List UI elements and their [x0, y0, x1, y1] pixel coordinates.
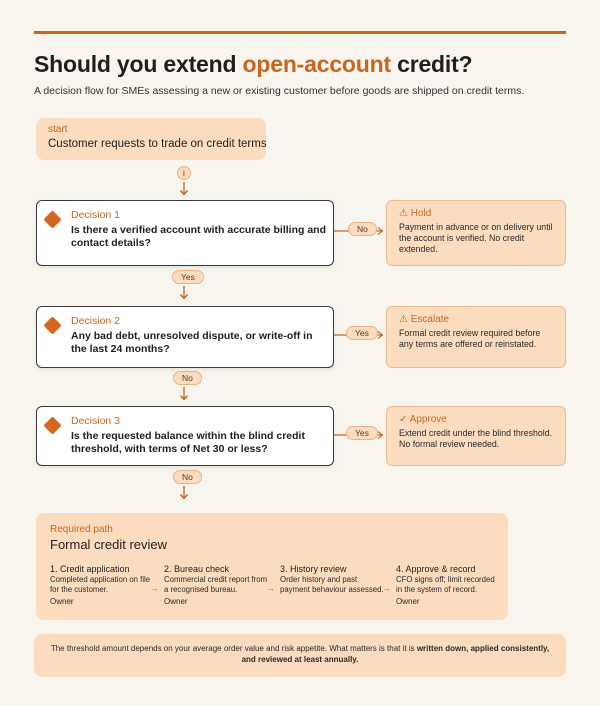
decision-3 [36, 406, 334, 466]
warning-icon: ⚠ [399, 314, 408, 325]
decision-2-down-label: No [173, 371, 202, 385]
outcome-approve [386, 406, 566, 466]
outcome-text: Payment in advance or on delivery until the account is verified. No credit extended. [399, 222, 553, 254]
outcome-text: Extend credit under the blind threshold. No formal review needed. [399, 428, 553, 449]
required-path-tag: Required path [50, 524, 113, 535]
warning-icon: ⚠ [399, 208, 408, 219]
step-title: 3. History review [280, 564, 347, 574]
required-path-panel [36, 513, 508, 620]
header-rule [34, 31, 566, 34]
arrow-right-icon: → [150, 583, 159, 593]
review-step-2 [164, 564, 269, 606]
arrow-down-icon [179, 486, 189, 500]
diamond-icon [43, 316, 61, 334]
step-description: Completed application on file for the customer. [50, 575, 151, 594]
arrow-down-icon [179, 286, 189, 300]
step-description: CFO signs off; limit recorded in the system of record. [396, 575, 495, 594]
arrow-down-icon [179, 182, 189, 196]
decision-label: Decision 3 [71, 415, 121, 427]
review-steps [50, 564, 510, 614]
step-owner: Owner [396, 597, 420, 606]
required-path-title: Formal credit review [50, 537, 168, 552]
step-owner: Owner [164, 597, 188, 606]
step-owner: Owner [50, 597, 74, 606]
decision-2-side-label: Yes [346, 326, 378, 340]
review-step-4 [396, 564, 501, 606]
arrow-right-icon: → [382, 583, 391, 593]
footnote [34, 634, 566, 677]
decision-label: Decision 2 [71, 315, 121, 327]
step-title: 4. Approve & record [396, 564, 476, 574]
step-description: Commercial credit report from a recognised bureau. [164, 575, 268, 594]
outcome-hold [386, 200, 566, 266]
decision-label: Decision 1 [71, 209, 121, 221]
start-node [36, 118, 266, 160]
footnote-text: The threshold amount depends on your average order value and risk appetite. What matters is that it is [50, 644, 417, 653]
decision-3-side-label: Yes [346, 426, 378, 440]
title-accent: open-account [242, 51, 391, 77]
outcome-text: Formal credit review required before any terms are offered or reinstated. [399, 328, 541, 349]
outcome-title: ⚠ Hold [399, 208, 432, 219]
decision-1-side-label: No [348, 222, 377, 236]
decision-question: Any bad debt, unresolved dispute, or write-off in the last 24 months? [71, 330, 313, 355]
decision-question: Is the requested balance within the blind credit threshold, with terms of Net 30 or less? [71, 430, 305, 455]
decision-1 [36, 200, 334, 266]
decision-2 [36, 306, 334, 368]
check-icon: ✓ [399, 414, 408, 425]
outcome-escalate [386, 306, 566, 368]
outcome-title: ✓ Approve [399, 414, 447, 425]
diamond-icon [43, 416, 61, 434]
arrow-down-icon [179, 387, 189, 401]
footnote-emphasis: written down, applied consistently, and reviewed at least annually. [241, 644, 550, 664]
step-title: 1. Credit application [50, 564, 130, 574]
review-step-1 [50, 564, 155, 606]
decision-1-down-label: Yes [172, 270, 204, 284]
start-connector-label: i [177, 166, 191, 180]
diamond-icon [43, 210, 61, 228]
decision-3-down-label: No [173, 470, 202, 484]
start-text: Customer requests to trade on credit terms [48, 138, 267, 150]
page-subtitle: A decision flow for SMEs assessing a new or existing customer before goods are shipped on credit terms. [34, 85, 525, 97]
arrow-right-icon: → [266, 583, 275, 593]
step-title: 2. Bureau check [164, 564, 230, 574]
review-step-3 [280, 564, 385, 597]
outcome-title: ⚠ Escalate [399, 314, 450, 325]
start-tag: start [48, 124, 68, 135]
step-description: Order history and past payment behaviour assessed. [280, 575, 384, 594]
page-title: Should you extend open-account credit? [34, 51, 473, 77]
decision-question: Is there a verified account with accurate billing and contact details? [71, 224, 326, 249]
